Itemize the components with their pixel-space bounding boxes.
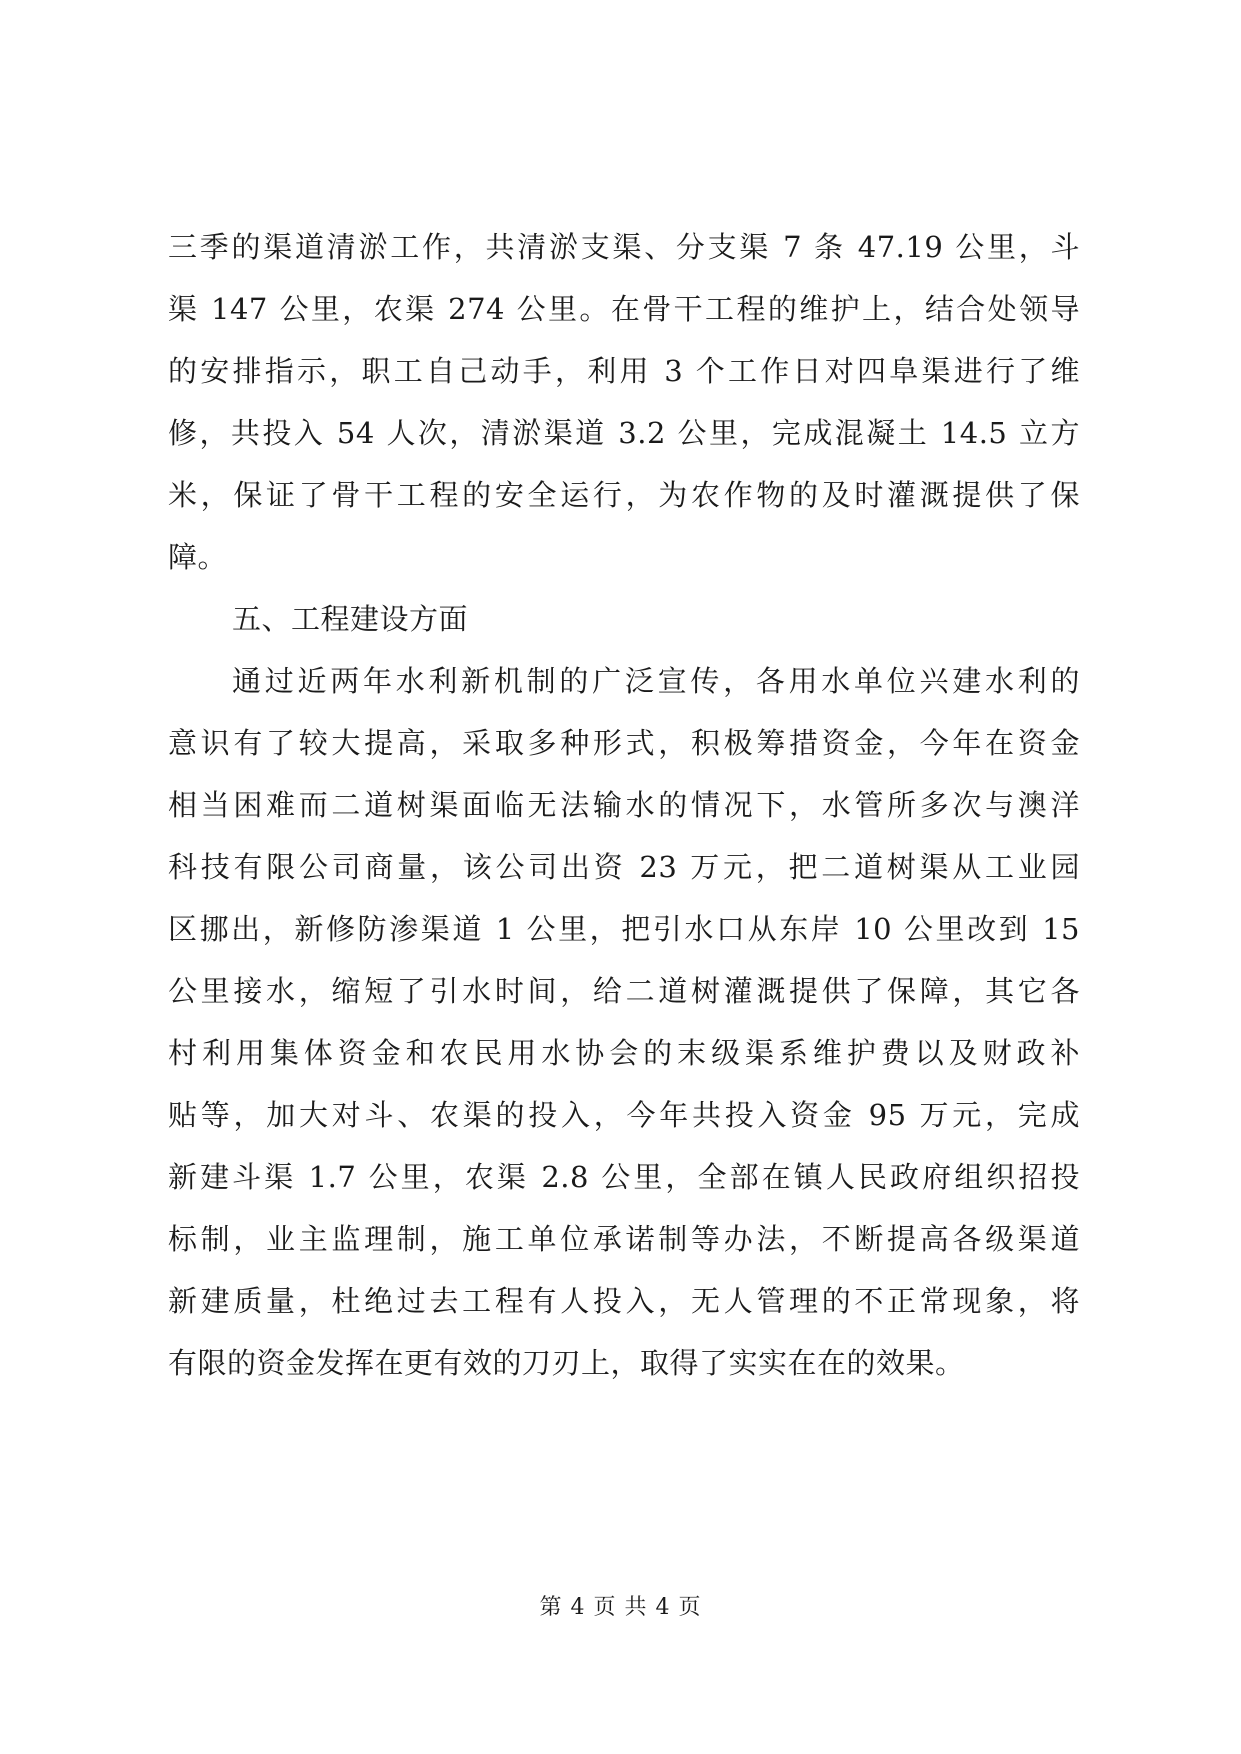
paragraph-line: 公里接水，缩短了引水时间，给二道树灌溉提供了保障，其它各 <box>168 974 1080 1008</box>
paragraph-line: 意识有了较大提高，采取多种形式，积极筹措资金，今年在资金 <box>168 726 1080 760</box>
paragraph-line: 相当困难而二道树渠面临无法输水的情况下，水管所多次与澳洋 <box>168 788 1080 822</box>
paragraph-line: 修，共投入 54 人次，清淤渠道 3.2 公里，完成混凝土 14.5 立方 <box>168 416 1080 450</box>
paragraph-line: 米，保证了骨干工程的安全运行，为农作物的及时灌溉提供了保 <box>168 478 1080 512</box>
paragraph-line: 区挪出，新修防渗渠道 1 公里，把引水口从东岸 10 公里改到 15 <box>168 912 1080 946</box>
document-body <box>168 230 1080 1408</box>
page-number-footer: 第 4 页 共 4 页 <box>539 1595 702 1620</box>
paragraph-project-construction <box>168 664 1080 1408</box>
paragraph-line: 科技有限公司商量，该公司出资 23 万元，把二道树渠从工业园 <box>168 850 1080 884</box>
paragraph-line: 新建质量，杜绝过去工程有人投入，无人管理的不正常现象，将 <box>168 1284 1080 1318</box>
paragraph-line: 障。 <box>168 540 228 574</box>
paragraph-line: 村利用集体资金和农民用水协会的末级渠系维护费以及财政补 <box>168 1036 1080 1070</box>
paragraph-line: 贴等，加大对斗、农渠的投入，今年共投入资金 95 万元，完成 <box>168 1098 1080 1132</box>
paragraph-line: 新建斗渠 1.7 公里，农渠 2.8 公里，全部在镇人民政府组织招投 <box>168 1160 1080 1194</box>
paragraph-line: 通过近两年水利新机制的广泛宣传，各用水单位兴建水利的 <box>232 664 1080 698</box>
paragraph-line: 有限的资金发挥在更有效的刀刃上，取得了实实在在的效果。 <box>168 1346 965 1380</box>
paragraph-line: 三季的渠道清淤工作，共清淤支渠、分支渠 7 条 47.19 公里，斗 <box>168 230 1080 264</box>
paragraph-line: 标制，业主监理制，施工单位承诺制等办法，不断提高各级渠道 <box>168 1222 1080 1256</box>
section-heading: 五、工程建设方面 <box>232 602 469 636</box>
paragraph-line: 渠 147 公里，农渠 274 公里。在骨干工程的维护上，结合处领导 <box>168 292 1080 326</box>
paragraph-channel-maintenance <box>168 230 1080 602</box>
paragraph-line: 的安排指示，职工自己动手，利用 3 个工作日对四阜渠进行了维 <box>168 354 1080 388</box>
